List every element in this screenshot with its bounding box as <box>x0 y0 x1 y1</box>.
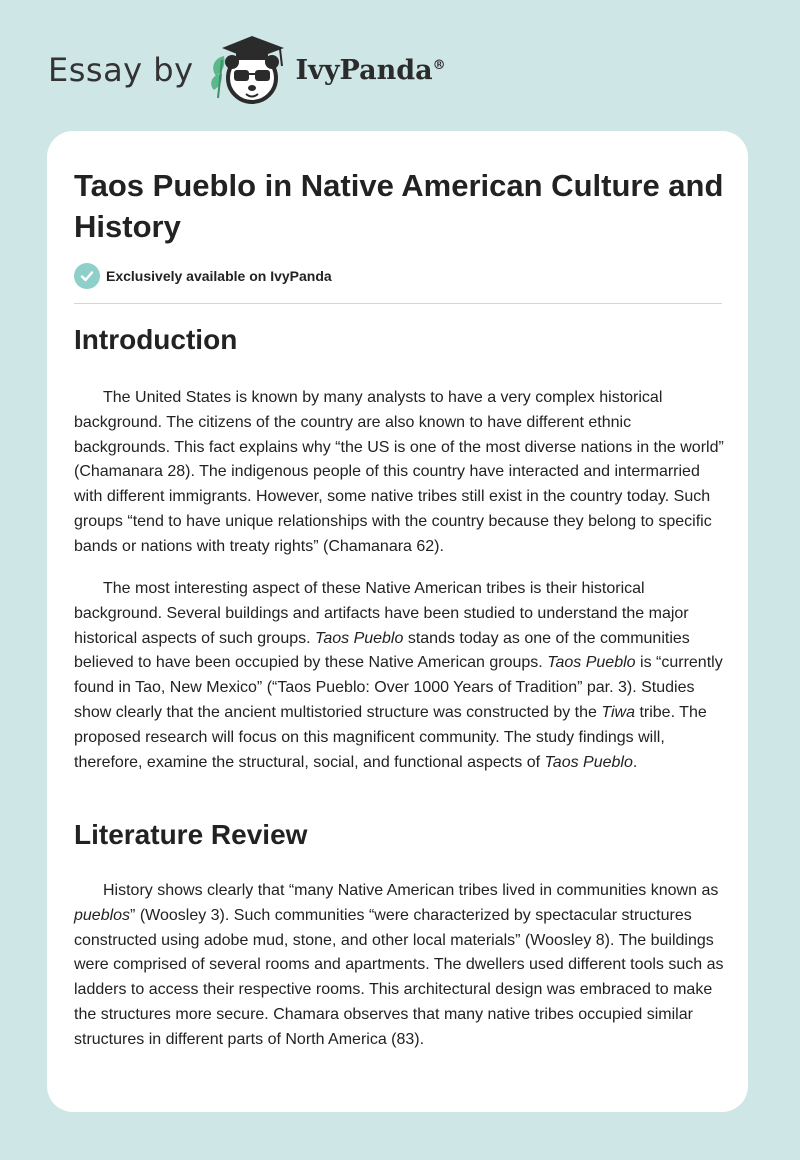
essay-by-label: Essay by <box>48 51 194 89</box>
italic-term: Tiwa <box>601 703 635 721</box>
divider <box>74 303 722 304</box>
ivypanda-logo[interactable] <box>206 32 446 108</box>
panda-graduate-icon <box>206 32 292 108</box>
section-heading-introduction: Introduction <box>74 324 238 355</box>
page-title: Taos Pueblo in Native American Culture and History <box>74 168 724 244</box>
essay-card <box>47 131 748 1112</box>
check-icon <box>74 263 100 289</box>
paragraph: The United States is known by many analysts to have a very complex historical background. The citizens of the country are also known to have different ethnic backgrounds. This fact explains why “the US is one of the most diverse nations in the world” (Chamanara 28). The indigenous people of this country have interacted and intermarried with different immigrants. However, some native tribes still exist in the country today. Such groups “tend to have unique relationships with the country because they belong to specific bands or nations with treaty rights” (Chamanara 62). <box>74 389 724 555</box>
site-header <box>48 30 446 110</box>
italic-term: Taos Pueblo <box>315 629 404 647</box>
registered-mark: ® <box>432 57 446 73</box>
exclusive-badge <box>74 263 332 289</box>
exclusive-label: Exclusively available on IvyPanda <box>106 268 332 284</box>
paragraph: History shows clearly that “many Native American tribes lived in communities known as pueblos” (Woosley 3). Such communities “were characterized by spectacular structures constructed using adobe mud, stone, and other local materials” (Woosley 8). The buildings were comprised of several rooms and apartments. The dwellers used different tools such as ladders to access their respective rooms. This architectural design was embraced to make the structures more secure. Chamara observes that many native tribes occupied similar structures in different parts of North America (83). <box>74 882 724 1048</box>
italic-term: Taos Pueblo <box>544 753 633 771</box>
paragraph: The most interesting aspect of these Native American tribes is their historical background. Several buildings and artifacts have been studied to understand the major historical aspects of such groups. Taos Pueblo stands today as one of the communities believed to have been occupied by these Native American groups. Taos Pueblo is “currently found in Tao, New Mexico” (“Taos Pueblo: Over 1000 Years of Tradition” par. 3). Studies show clearly that the ancient multistoried structure was constructed by the Tiwa tribe. The proposed research will focus on this magnificent community. The study findings will, therefore, examine the structural, social, and functional aspects of Taos Pueblo. <box>74 580 723 771</box>
section-heading-literature-review: Literature Review <box>74 819 308 850</box>
italic-term: Taos Pueblo <box>547 654 636 672</box>
brand-name: IvyPanda® <box>295 54 446 86</box>
italic-term: pueblos <box>74 906 131 924</box>
